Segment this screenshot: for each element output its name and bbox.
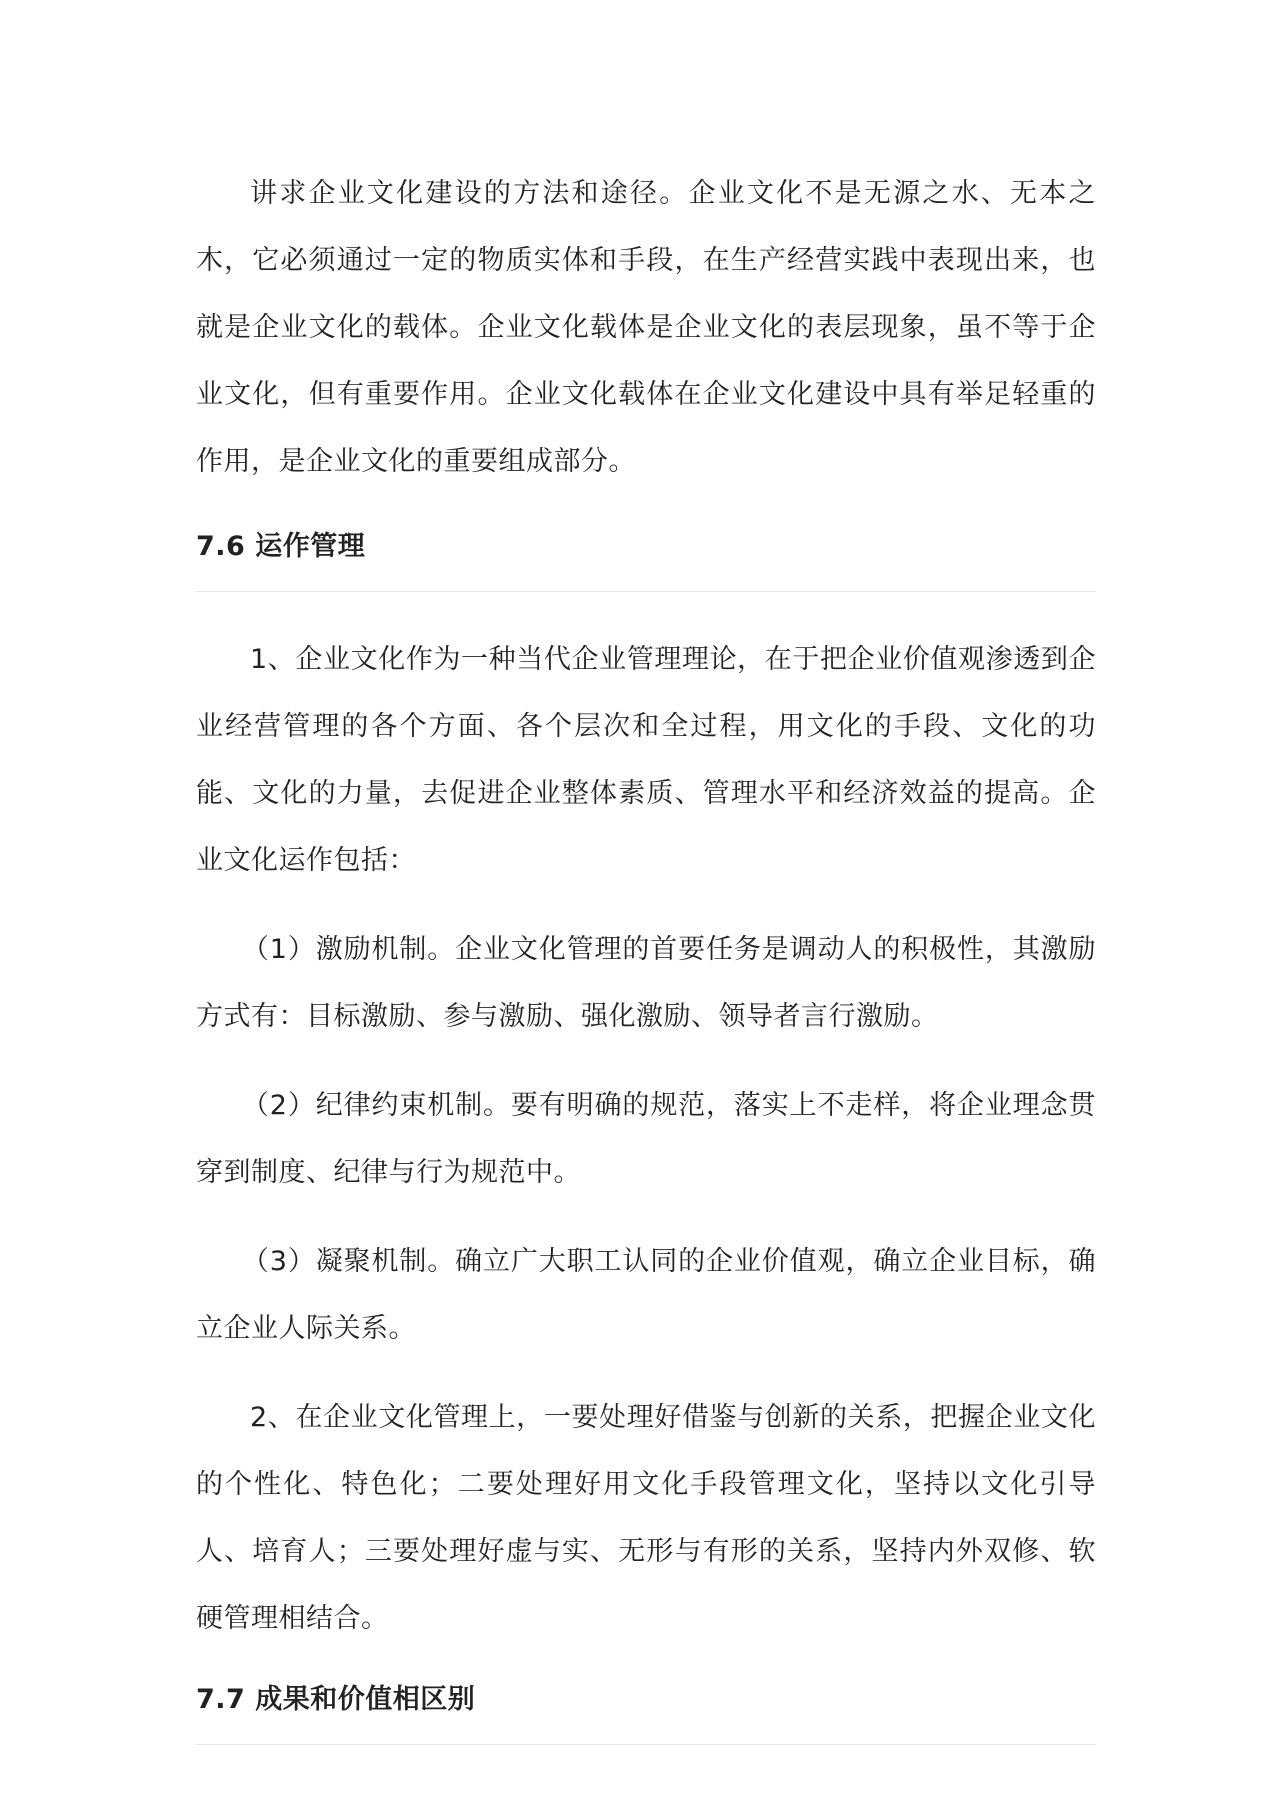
paragraph-intro: 讲求企业文化建设的方法和途径。企业文化不是无源之水、无本之木，它必须通过一定的物质实体和手段，在生产经营实践中表现出来，也就是企业文化的载体。企业文化载体是企业文化的表层现象，虽不等于企业文化，但有重要作用。企业文化载体在企业文化建设中具有举足轻重的作用，是企业文化的重要组成部分。 xyxy=(196,178,1096,477)
paragraph-2: 2、在企业文化管理上，一要处理好借鉴与创新的关系，把握企业文化的个性化、特色化；二要处理好用文化手段管理文化，坚持以文化引导人、培育人；三要处理好虚与实、无形与有形的关系，坚持内外双修、软硬管理相结合。 xyxy=(196,1402,1096,1634)
document-page xyxy=(196,160,1096,1745)
section-divider xyxy=(196,1744,1096,1745)
list-item-3: （3）凝聚机制。确立广大职工认同的企业价值观，确立企业目标，确立企业人际关系。 xyxy=(196,1246,1096,1344)
paragraph-1: 1、企业文化作为一种当代企业管理理论，在于把企业价值观渗透到企业经营管理的各个方面、各个层次和全过程，用文化的手段、文化的功能、文化的力量，去促进企业整体素质、管理水平和经济效益的提高。企业文化运作包括： xyxy=(196,644,1096,876)
list-item-1: （1）激励机制。企业文化管理的首要任务是调动人的积极性，其激励方式有：目标激励、参与激励、强化激励、领导者言行激励。 xyxy=(196,934,1096,1032)
list-item-2: （2）纪律约束机制。要有明确的规范，落实上不走样，将企业理念贯穿到制度、纪律与行为规范中。 xyxy=(196,1090,1096,1188)
section-heading-7-7: 7.7 成果和价值相区别 xyxy=(196,1684,476,1715)
section-heading-7-6: 7.6 运作管理 xyxy=(196,531,366,562)
